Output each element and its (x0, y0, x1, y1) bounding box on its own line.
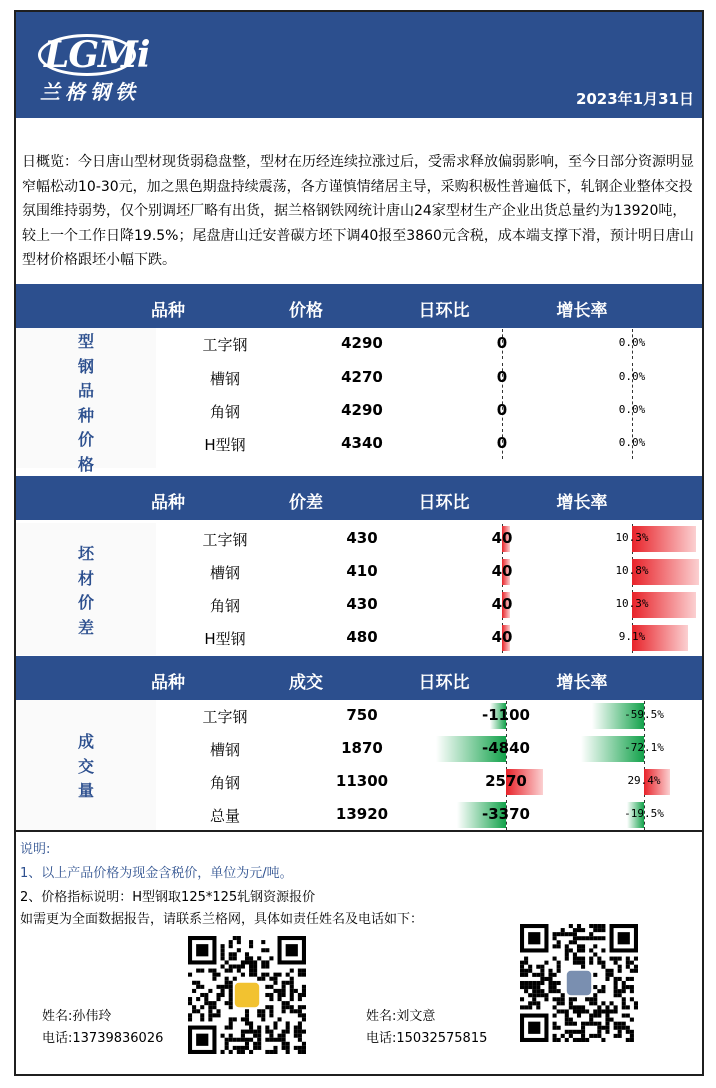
table-row (156, 589, 702, 622)
product-name: 工字钢 (202, 531, 248, 549)
contact-2 (366, 1006, 487, 1050)
contact-2-name: 姓名:刘文意 (366, 1009, 436, 1024)
product-value: 4290 (341, 334, 383, 352)
product-name: 槽钢 (209, 564, 240, 582)
product-value: 11300 (335, 772, 389, 790)
column-header: 增长率 (556, 673, 608, 693)
table-row (156, 362, 702, 395)
growth-rate-cell (576, 590, 702, 620)
growth-rate-value: 10.3% (615, 597, 649, 610)
column-header: 品种 (151, 493, 185, 513)
growth-rate-cell (576, 363, 702, 393)
table-row (156, 622, 702, 655)
section-side-label (16, 542, 156, 640)
product-value: 4270 (341, 368, 383, 386)
product-value: 750 (346, 706, 378, 724)
qr-code-left[interactable] (188, 936, 306, 1054)
side-label-char: 差 (77, 617, 94, 637)
product-name: 工字钢 (202, 708, 248, 726)
growth-rate-cell (576, 734, 702, 764)
side-label-char: 型 (77, 332, 94, 351)
report-frame (14, 10, 704, 1076)
daily-change-cell (424, 623, 574, 653)
daily-change-value: 40 (491, 628, 513, 646)
daily-change-value: 2570 (485, 772, 527, 790)
product-name: 角钢 (209, 403, 240, 421)
qr-code-right[interactable] (520, 924, 638, 1042)
table-row (156, 328, 702, 362)
product-name: 角钢 (209, 597, 240, 615)
side-label-char: 价 (77, 593, 94, 612)
daily-change-cell (424, 557, 574, 587)
column-header: 价格 (289, 301, 323, 321)
daily-change-cell (424, 396, 574, 426)
daily-change-cell (424, 767, 574, 797)
contact-2-phone: 电话:15032575815 (366, 1031, 488, 1046)
daily-change-value: 40 (491, 562, 513, 580)
contact-1 (42, 1006, 163, 1050)
side-label-char: 成 (77, 732, 94, 751)
growth-rate-cell (576, 701, 702, 731)
column-header: 日环比 (418, 493, 470, 513)
daily-summary: 日概览：今日唐山型材现货弱稳盘整，型材在历经连续拉涨过后，受需求释放偏弱影响，至今日部分资源明显窄幅松动10-30元，加之黑色期盘持续震荡，各方谨慎情绪居主导，采购积极性普遍低下，轧钢企业整体交投氛围维持弱势，仅个别调坯厂略有出货，据兰格钢铁网统计唐山24家型材生产企业出货总量约为13920吨，较上一个工作日降19.5%；尾盘唐山迁安普碳方坯下调40报至3860元含税，成本端支撑下滑，预计明日唐山型材价格跟坯小幅下跌。 (22, 154, 694, 268)
daily-change-value: 0 (496, 334, 508, 352)
growth-rate-cell (576, 429, 702, 459)
daily-change-value: -4840 (482, 739, 530, 757)
growth-rate-value: 0.0% (618, 436, 646, 449)
report-date: 2023年1月31日 (575, 90, 694, 108)
column-header: 品种 (151, 673, 185, 693)
growth-rate-value: 0.0% (618, 336, 646, 349)
daily-change-cell (424, 363, 574, 393)
side-label-char: 钢 (77, 356, 94, 376)
product-value: 430 (346, 529, 378, 547)
section-side-label (16, 330, 156, 477)
daily-change-value: -3370 (482, 805, 530, 823)
daily-change-cell (424, 590, 574, 620)
daily-change-cell (424, 734, 574, 764)
side-label-char: 材 (77, 568, 94, 588)
growth-rate-value: 29.4% (627, 774, 661, 787)
daily-change-cell (424, 800, 574, 830)
growth-rate-value: 10.3% (615, 531, 649, 544)
growth-rate-value: -19.5% (624, 807, 664, 820)
table-row (156, 700, 702, 733)
product-value: 1870 (341, 739, 383, 757)
side-label-char: 品 (77, 381, 94, 400)
product-value: 430 (346, 595, 378, 613)
side-label-char: 坯 (77, 544, 94, 563)
product-name: H型钢 (204, 630, 246, 648)
growth-rate-value: 10.8% (615, 564, 649, 577)
notes-area (16, 830, 702, 1078)
section-2-header (16, 476, 702, 520)
contact-1-name: 姓名:孙伟玲 (42, 1009, 112, 1024)
daily-change-value: 0 (496, 434, 508, 452)
notes-title: 说明: (20, 842, 51, 857)
side-label-char: 交 (77, 756, 94, 776)
daily-change-value: 0 (496, 368, 508, 386)
growth-rate-cell (576, 329, 702, 359)
growth-rate-cell (576, 623, 702, 653)
growth-rate-value: 0.0% (618, 370, 646, 383)
daily-change-value: 0 (496, 401, 508, 419)
daily-change-value: 40 (491, 529, 513, 547)
product-name: 槽钢 (209, 370, 240, 388)
product-value: 4340 (341, 434, 383, 452)
growth-rate-cell (576, 557, 702, 587)
daily-change-cell (424, 429, 574, 459)
daily-change-cell (424, 329, 574, 359)
notes-line-3: 如需更为全面数据报告，请联系兰格网，具体如责任姓名及电话如下： (20, 912, 424, 927)
logo-brand-name: 兰格钢铁 (40, 80, 140, 104)
column-header: 日环比 (418, 673, 470, 693)
product-name: 槽钢 (209, 741, 240, 759)
daily-change-cell (424, 524, 574, 554)
table-row (156, 428, 702, 468)
report-header (16, 12, 702, 118)
side-label-char: 格 (77, 454, 94, 474)
growth-rate-value: 0.0% (618, 403, 646, 416)
daily-change-value: 40 (491, 595, 513, 613)
growth-rate-cell (576, 524, 702, 554)
section-1-header (16, 284, 702, 328)
side-label-char: 种 (77, 405, 94, 425)
table-row (156, 556, 702, 589)
section-side-label (16, 730, 156, 804)
product-name: 工字钢 (202, 336, 248, 354)
table-row (156, 733, 702, 766)
growth-rate-cell (576, 396, 702, 426)
product-value: 480 (346, 628, 378, 646)
product-name: 总量 (209, 807, 240, 825)
side-label-char: 价 (77, 430, 94, 449)
column-header: 增长率 (556, 493, 608, 513)
column-header: 价差 (289, 493, 323, 513)
table-row (156, 523, 702, 556)
contact-1-phone: 电话:13739836026 (42, 1031, 164, 1046)
notes-line-1: 1、以上产品价格为现金含税价，单位为元/吨。 (20, 866, 293, 881)
product-value: 4290 (341, 401, 383, 419)
daily-change-value: -1100 (482, 706, 530, 724)
growth-rate-cell (576, 767, 702, 797)
daily-change-cell (424, 701, 574, 731)
column-header: 日环比 (418, 301, 470, 321)
product-name: H型钢 (204, 436, 246, 454)
column-header: 增长率 (556, 301, 608, 321)
column-header: 品种 (151, 301, 185, 321)
logo-mark: LGMi (44, 34, 150, 76)
notes-line-2: 2、价格指标说明：H型钢取125*125轧钢资源报价 (20, 890, 316, 905)
column-header: 成交 (289, 673, 323, 693)
side-label-char: 量 (77, 781, 94, 800)
growth-rate-value: 9.1% (618, 630, 646, 643)
product-value: 13920 (335, 805, 389, 823)
table-row (156, 799, 702, 832)
growth-rate-value: -72.1% (624, 741, 664, 754)
table-row (156, 395, 702, 428)
product-value: 410 (346, 562, 378, 580)
product-name: 角钢 (209, 774, 240, 792)
growth-rate-cell (576, 800, 702, 830)
section-3-header (16, 656, 702, 700)
table-row (156, 766, 702, 799)
growth-rate-value: -59.5% (624, 708, 664, 721)
